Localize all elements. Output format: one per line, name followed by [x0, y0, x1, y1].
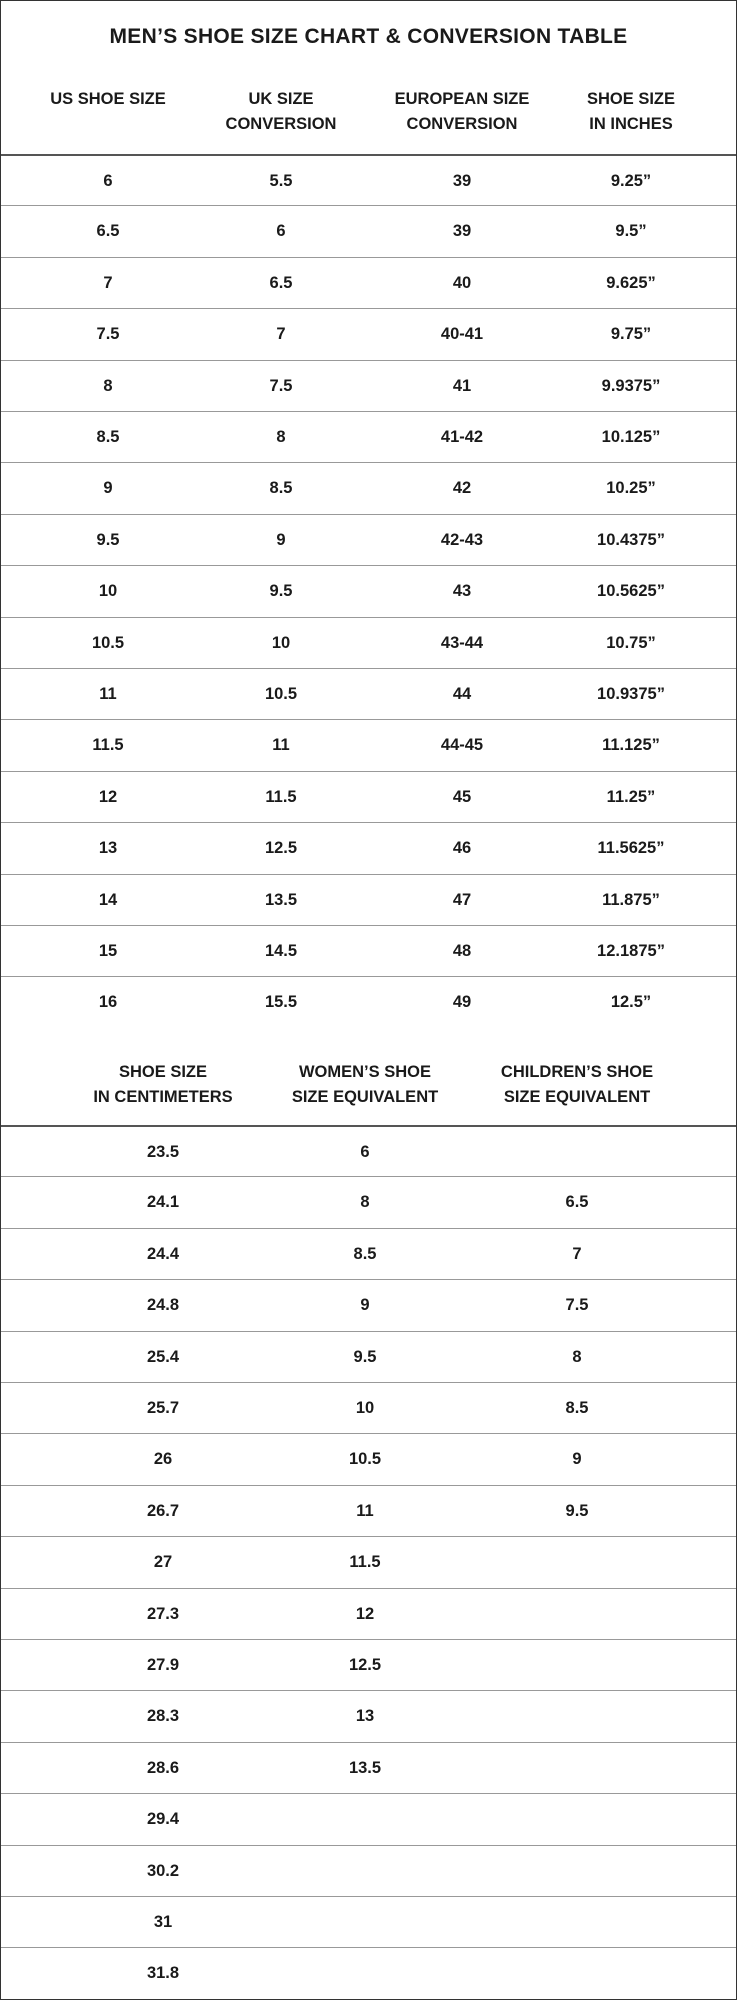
conversion-cell: 9.9375”: [601, 376, 661, 395]
equivalent-cell: 25.7: [146, 1399, 180, 1417]
conversion-cell: 42: [452, 479, 472, 498]
conversion-cell: 6.5: [96, 222, 120, 241]
conversion-cell: 8.5: [96, 428, 120, 446]
conversion-cell: 11.25”: [606, 787, 656, 806]
table-row: [1, 1279, 736, 1331]
conversion-cell: 41: [452, 376, 472, 395]
conversion-cell: 7.5: [96, 325, 120, 344]
conversion-cell: 16: [98, 993, 118, 1012]
conversion-cell: 10.4375”: [597, 530, 665, 549]
table-row: [1, 1536, 736, 1588]
equivalent-cell: 10.5: [348, 1450, 382, 1469]
conversion-cell: 44: [452, 685, 472, 703]
conversion-cell: 6.5: [269, 273, 293, 292]
conversion-cell: 48: [452, 942, 472, 960]
conversion-cell: 40-41: [440, 325, 484, 344]
table-row: [1, 1433, 736, 1485]
conversion-cell: 12.5”: [610, 993, 652, 1012]
equivalent-cell: [265, 1794, 465, 1845]
table-row: [1, 925, 736, 977]
table-row: [1, 1690, 736, 1742]
equivalent-cell: 12: [355, 1604, 375, 1623]
equivalent-cell: 8.5: [353, 1244, 377, 1263]
conversion-header-0: US SHOE SIZE: [50, 90, 166, 108]
conversion-cell: 12.1875”: [597, 942, 665, 960]
equivalent-cell: 9: [572, 1450, 582, 1469]
conversion-cell: 41-42: [440, 428, 484, 446]
equivalent-cell: 26.7: [146, 1501, 180, 1520]
conversion-cell: 8: [276, 428, 286, 446]
equivalent-cell: [265, 1948, 465, 1999]
table-row: [1, 1845, 736, 1897]
equivalent-cell: 24.8: [146, 1296, 180, 1315]
table-row: [1, 1639, 736, 1691]
table-row: [1, 668, 736, 720]
equivalent-cell: 8: [572, 1347, 582, 1366]
conversion-cell: 42-43: [440, 530, 484, 549]
conversion-cell: 11.5: [265, 787, 297, 806]
conversion-cell: 5.5: [269, 172, 293, 190]
conversion-cell: 9.5: [269, 582, 293, 601]
equivalent-cell: [477, 1794, 677, 1845]
conversion-cell: 15.5: [264, 993, 298, 1012]
conversion-cell: 11.5625”: [597, 839, 665, 858]
conversion-cell: 7.5: [269, 376, 293, 395]
conversion-cell: 10: [271, 633, 291, 652]
table-row: [1, 154, 736, 207]
page-title: MEN’S SHOE SIZE CHART & CONVERSION TABLE: [109, 25, 628, 48]
conversion-cell: 7: [276, 325, 286, 344]
equivalent-cell: 13: [355, 1707, 375, 1726]
table-row: [1, 1176, 736, 1228]
equivalent-cell: 7: [572, 1244, 582, 1263]
equivalent-cell: [477, 1948, 677, 1999]
conversion-cell: 15: [98, 942, 118, 960]
conversion-cell: 39: [452, 172, 472, 190]
equivalent-cell: 30.2: [146, 1861, 180, 1880]
equivalent-cell: [477, 1743, 677, 1794]
equivalent-cell: 9.5: [565, 1501, 589, 1520]
equivalent-cell: 31.8: [146, 1964, 180, 1983]
table-row: [1, 565, 736, 617]
conversion-cell: 9.5: [96, 530, 120, 549]
table-row: [1, 874, 736, 926]
equivalent-cell: 29.4: [146, 1810, 180, 1829]
equivalent-cell: 9: [360, 1296, 370, 1315]
conversion-cell: 10.25”: [606, 479, 656, 498]
table-row: [1, 1793, 736, 1845]
conversion-cell: 11: [272, 736, 290, 755]
table-row: [1, 976, 736, 1028]
conversion-cell: 14.5: [264, 942, 298, 960]
table-row: [1, 514, 736, 566]
conversion-cell: 49: [452, 993, 472, 1012]
equivalent-header-2: CHILDREN’S SHOE SIZE EQUIVALENT: [500, 1063, 654, 1106]
equivalent-cell: 25.4: [146, 1347, 180, 1366]
table-row: [1, 1125, 736, 1178]
conversion-cell: 10.75”: [606, 633, 656, 652]
equivalent-cell: 6: [360, 1143, 370, 1161]
table-row: [1, 822, 736, 874]
conversion-cell: 13.5: [264, 890, 298, 909]
table-row: [1, 462, 736, 514]
equivalent-cell: 10: [355, 1399, 375, 1417]
equivalent-cell: [477, 1846, 677, 1897]
equivalent-cell: 7.5: [565, 1296, 589, 1315]
conversion-cell: 12: [98, 787, 118, 806]
equivalent-cell: 23.5: [146, 1143, 180, 1161]
table-row: [1, 1742, 736, 1794]
table-row: [1, 1485, 736, 1537]
equivalent-cell: 8.5: [565, 1399, 589, 1417]
equivalent-header-1: WOMEN’S SHOE SIZE EQUIVALENT: [291, 1063, 439, 1106]
conversion-cell: 6: [103, 172, 113, 190]
equivalent-cell: 28.6: [146, 1758, 180, 1777]
table-row: [1, 1331, 736, 1383]
conversion-cell: 40: [452, 273, 472, 292]
equivalent-cell: 9.5: [353, 1347, 377, 1366]
equivalent-cell: [477, 1537, 677, 1588]
equivalent-cell: 26: [153, 1450, 173, 1469]
conversion-cell: 10.9375”: [597, 685, 665, 703]
conversion-cell: 9.25”: [610, 172, 652, 190]
conversion-cell: 9: [103, 479, 113, 498]
equivalent-cell: 27.3: [146, 1604, 180, 1623]
conversion-cell: 45: [452, 787, 472, 806]
equivalent-cell: 12.5: [348, 1656, 382, 1674]
conversion-cell: 12.5: [264, 839, 298, 858]
conversion-header-1: UK SIZE CONVERSION: [225, 90, 337, 133]
equivalent-cell: 11: [356, 1501, 374, 1520]
conversion-cell: 9.75”: [610, 325, 652, 344]
conversion-cell: 13: [98, 839, 118, 858]
table-row: [1, 360, 736, 412]
conversion-cell: 10.5625”: [597, 582, 665, 601]
table-row: [1, 1588, 736, 1640]
conversion-cell: 10.5: [91, 633, 125, 652]
table-row: [1, 1382, 736, 1434]
conversion-cell: 14: [98, 890, 118, 909]
conversion-cell: 8.5: [269, 479, 293, 498]
table-row: [1, 308, 736, 360]
equivalent-cell: [477, 1691, 677, 1742]
conversion-cell: 46: [452, 839, 472, 858]
equivalent-cell: 8: [360, 1193, 370, 1212]
conversion-cell: 10.125”: [601, 428, 661, 446]
table-row: [1, 617, 736, 669]
table-row: [1, 411, 736, 463]
conversion-cell: 44-45: [440, 736, 484, 755]
conversion-cell: 43-44: [440, 633, 484, 652]
equivalent-cell: 24.1: [146, 1193, 180, 1212]
table-row: [1, 1896, 736, 1948]
conversion-cell: 6: [276, 222, 286, 241]
conversion-cell: 11: [99, 685, 117, 703]
conversion-cell: 9: [276, 530, 286, 549]
equivalent-cell: [477, 1897, 677, 1948]
table-row: [1, 205, 736, 257]
table-row: [1, 1947, 736, 1999]
conversion-cell: 11.875”: [602, 890, 660, 909]
equivalent-cell: 6.5: [565, 1193, 589, 1212]
table-row: [1, 257, 736, 309]
equivalent-cell: 31: [153, 1913, 173, 1931]
conversion-header-2: EUROPEAN SIZE CONVERSION: [394, 90, 530, 133]
equivalent-cell: [477, 1589, 677, 1640]
conversion-cell: 8: [103, 376, 113, 395]
equivalent-cell: 11.5: [349, 1553, 381, 1572]
table-row: [1, 771, 736, 823]
conversion-cell: 43: [452, 582, 472, 601]
conversion-cell: 11.125”: [602, 736, 660, 755]
conversion-header-3: SHOE SIZE IN INCHES: [586, 90, 676, 133]
equivalent-cell: 28.3: [146, 1707, 180, 1726]
conversion-cell: 9.625”: [606, 273, 656, 292]
equivalent-cell: 27.9: [146, 1656, 180, 1674]
equivalent-cell: 13.5: [348, 1758, 382, 1777]
conversion-cell: 9.5”: [615, 222, 647, 241]
equivalent-cell: 27: [153, 1553, 173, 1572]
equivalent-cell: [265, 1897, 465, 1948]
conversion-cell: 47: [452, 890, 472, 909]
table-row: [1, 719, 736, 771]
equivalent-cell: [477, 1127, 677, 1178]
equivalent-cell: [477, 1640, 677, 1691]
conversion-cell: 11.5: [92, 736, 124, 755]
table-row: [1, 1228, 736, 1280]
equivalent-cell: 24.4: [146, 1244, 180, 1263]
conversion-cell: 10.5: [264, 685, 298, 703]
conversion-cell: 7: [103, 273, 113, 292]
conversion-cell: 10: [98, 582, 118, 601]
conversion-cell: 39: [452, 222, 472, 241]
equivalent-header-0: SHOE SIZE IN CENTIMETERS: [93, 1063, 233, 1106]
equivalent-cell: [265, 1846, 465, 1897]
